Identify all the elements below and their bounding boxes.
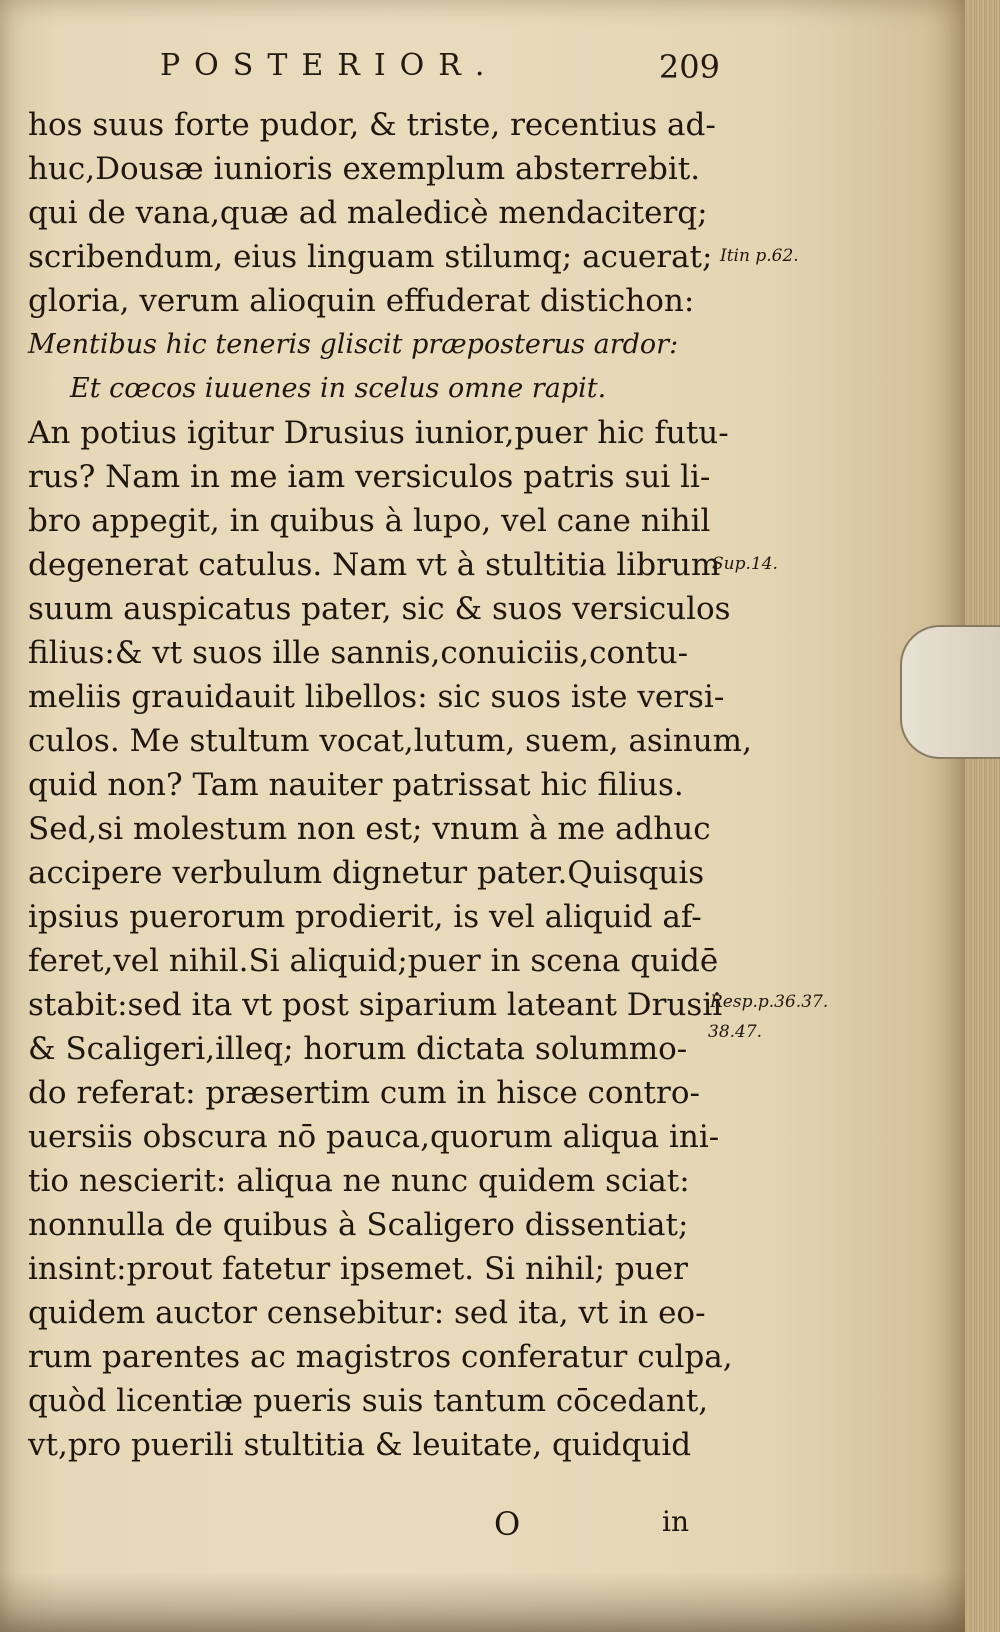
text-line: huc,Dousæ iunioris exemplum absterrebit. (28, 151, 701, 187)
text-line: Sed,si molestum non est; vnum à me adhuc (28, 811, 711, 847)
text-line: quòd licentiæ pueris suis tantum cōcedant, (28, 1383, 709, 1419)
text-line: meliis grauidauit libellos: sic suos iste versi- (28, 679, 725, 715)
margin-note: Sup.14. (712, 554, 778, 574)
running-head: POSTERIOR. (160, 48, 499, 83)
margin-note: Itin p.62. (720, 246, 799, 266)
text-line: gloria, verum alioquin effuderat distichon: (28, 283, 695, 319)
text-line: vt,pro puerili stultitia & leuitate, quidquid (28, 1427, 692, 1463)
verse-line: Et cœcos iuuenes in scelus omne rapit. (70, 373, 607, 404)
text-line: feret,vel nihil.Si aliquid;puer in scena quidē (28, 943, 719, 979)
signature-mark: O (494, 1505, 521, 1543)
text-line: hos suus forte pudor, & triste, recentius ad- (28, 107, 716, 143)
text-line: tio nescierit: aliqua ne nunc quidem sciat: (28, 1163, 690, 1199)
text-line: degenerat catulus. Nam vt à stultitia librum (28, 547, 721, 583)
page-edge (965, 0, 1000, 1632)
text-line: filius:& vt suos ille sannis,conuiciis,contu- (28, 635, 689, 671)
text-line: accipere verbulum dignetur pater.Quisquis (28, 855, 705, 891)
text-line: suum auspicatus pater, sic & suos versiculos (28, 591, 731, 627)
text-line: qui de vana,quæ ad maledicè mendaciterq; (28, 195, 708, 231)
text-line: rus? Nam in me iam versiculos patris sui li- (28, 459, 711, 495)
text-line: stabit:sed ita vt post siparium lateant Drusii (28, 987, 723, 1023)
catchword: in (662, 1505, 689, 1538)
text-line: bro appegit, in quibus à lupo, vel cane nihil (28, 503, 711, 539)
text-line: scribendum, eius linguam stilumq; acuerat; (28, 239, 713, 275)
margin-note: Resp.p.36.37. (710, 992, 829, 1012)
text-line: nonnulla de quibus à Scaligero dissentiat; (28, 1207, 689, 1243)
margin-note: 38.47. (708, 1022, 763, 1042)
text-line: An potius igitur Drusius iunior,puer hic futu- (28, 415, 729, 451)
text-line: uersiis obscura nō pauca,quorum aliqua ini- (28, 1119, 720, 1155)
page-header (160, 48, 720, 88)
bottom-shadow (0, 1572, 965, 1632)
text-line: ipsius puerorum prodierit, is vel aliquid af- (28, 899, 702, 935)
text-line: & Scaligeri,illeq; horum dictata solummo- (28, 1031, 688, 1067)
text-line: culos. Me stultum vocat,lutum, suem, asinum, (28, 723, 752, 759)
text-line: do referat: præsertim cum in hisce contro- (28, 1075, 700, 1111)
verse-line: Mentibus hic teneris gliscit præposterus ardor: (28, 329, 679, 360)
page-number: 209 (658, 48, 720, 86)
text-line: quid non? Tam nauiter patrissat hic filius. (28, 767, 684, 803)
text-line: quidem auctor censebitur: sed ita, vt in eo- (28, 1295, 706, 1331)
text-line: insint:prout fatetur ipsemet. Si nihil; puer (28, 1251, 688, 1287)
text-line: rum parentes ac magistros conferatur culpa, (28, 1339, 733, 1375)
page-tab-marker (900, 625, 1000, 759)
